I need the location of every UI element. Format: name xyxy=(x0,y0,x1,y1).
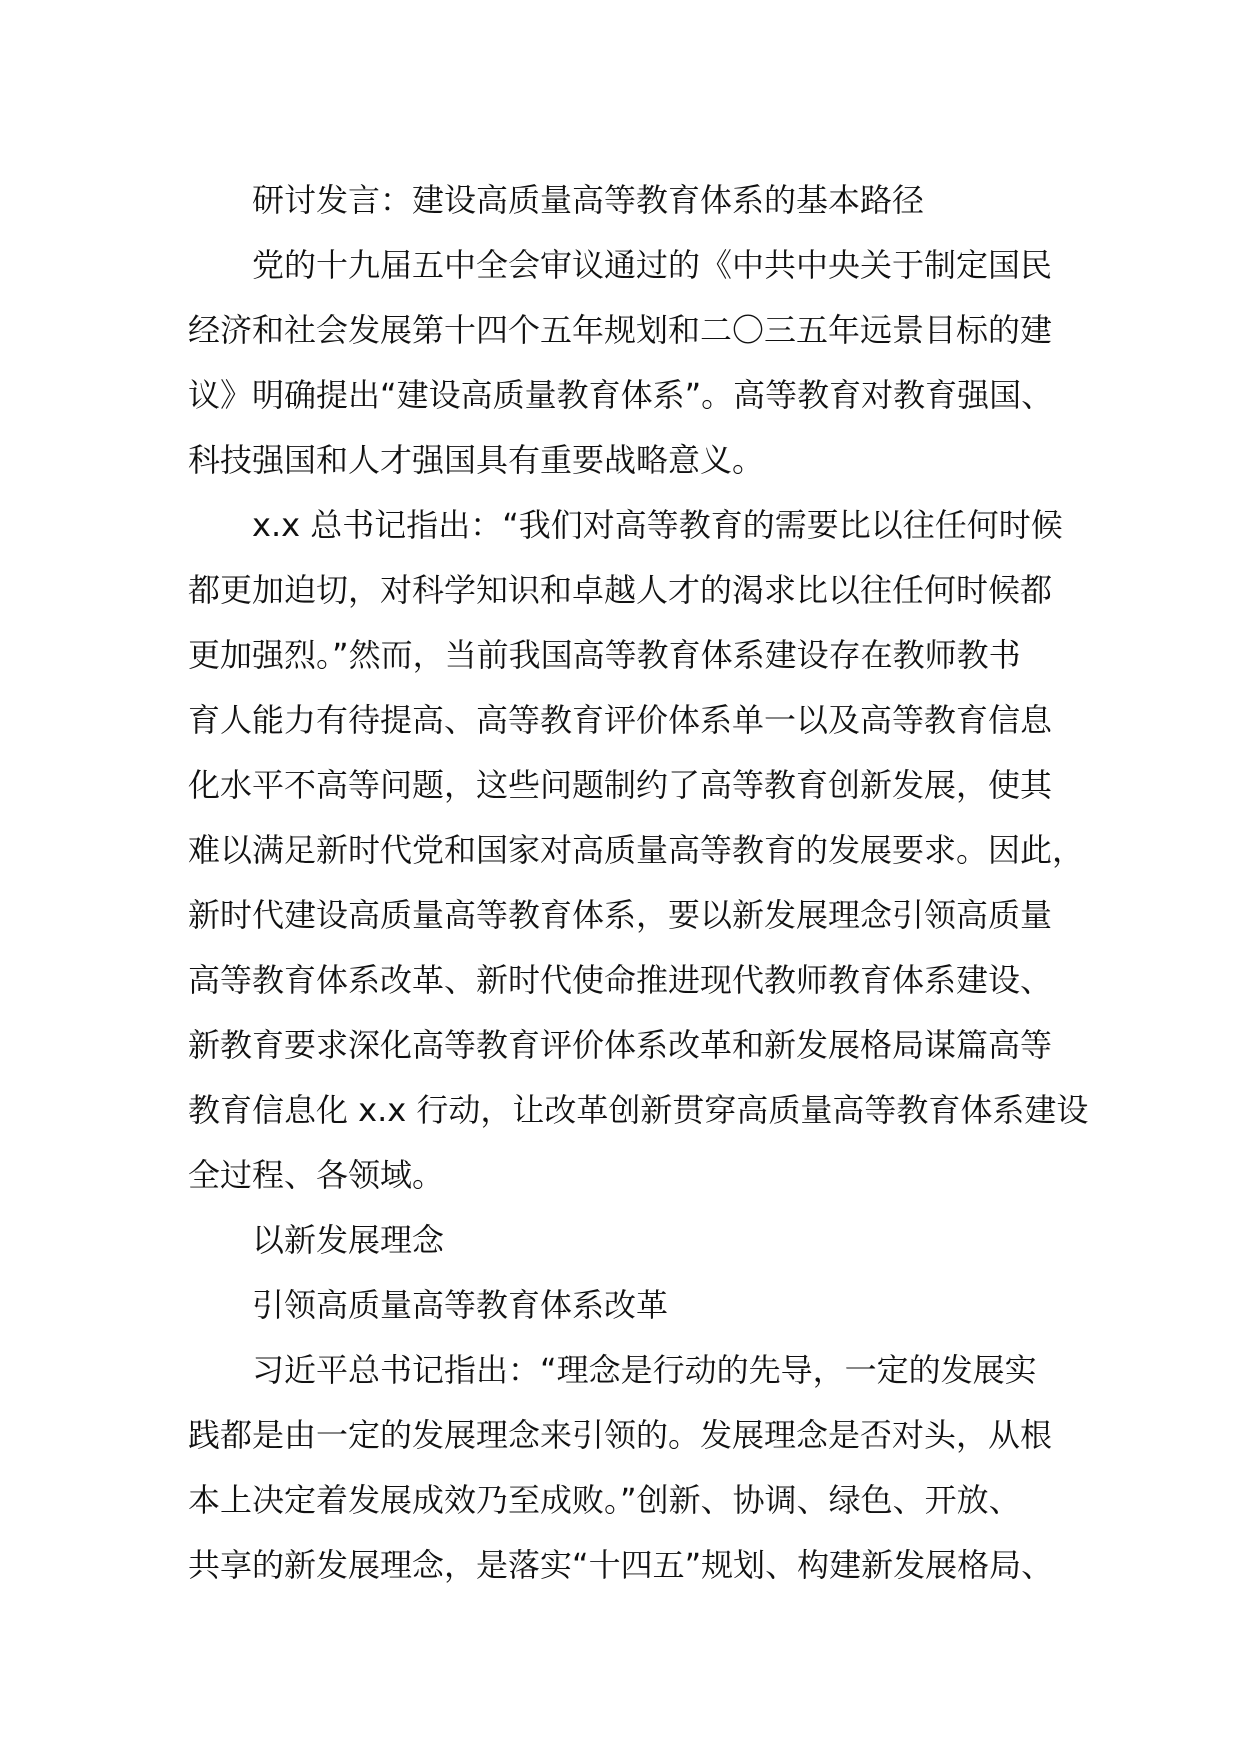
section-heading-line-2: 引领高质量高等教育体系改革 xyxy=(252,1286,669,1324)
paragraph-2-line-10: 教育信息化 x.x 行动，让改革创新贯穿高质量高等教育体系建设 xyxy=(188,1091,1089,1129)
paragraph-1-line-2: 经济和社会发展第十四个五年规划和二〇三五年远景目标的建 xyxy=(188,311,1053,349)
paragraph-2-line-5: 化水平不高等问题，这些问题制约了高等教育创新发展，使其 xyxy=(188,766,1053,804)
paragraph-2-line-11: 全过程、各领域。 xyxy=(188,1156,445,1194)
paragraph-2-line-4: 育人能力有待提高、高等教育评价体系单一以及高等教育信息 xyxy=(188,701,1053,739)
paragraph-3-line-2: 践都是由一定的发展理念来引领的。发展理念是否对头，从根 xyxy=(188,1416,1053,1454)
paragraph-3-line-3: 本上决定着发展成效乃至成败。”创新、协调、绿色、开放、 xyxy=(188,1481,1021,1519)
paragraph-1-line-4: 科技强国和人才强国具有重要战略意义。 xyxy=(188,441,765,479)
document-title: 研讨发言：建设高质量高等教育体系的基本路径 xyxy=(252,181,925,219)
paragraph-2-line-7: 新时代建设高质量高等教育体系，要以新发展理念引领高质量 xyxy=(188,896,1053,934)
paragraph-2-line-3: 更加强烈。”然而，当前我国高等教育体系建设存在教师教书 xyxy=(188,636,1021,674)
paragraph-2-line-6: 难以满足新时代党和国家对高质量高等教育的发展要求。因此， xyxy=(188,831,1085,869)
paragraph-3-line-4: 共享的新发展理念，是落实“十四五”规划、构建新发展格局、 xyxy=(188,1546,1054,1584)
paragraph-2-line-2: 都更加迫切，对科学知识和卓越人才的渴求比以往任何时候都 xyxy=(188,571,1053,609)
section-heading-line-1: 以新发展理念 xyxy=(252,1221,445,1259)
paragraph-2-line-9: 新教育要求深化高等教育评价体系改革和新发展格局谋篇高等 xyxy=(188,1026,1053,1064)
paragraph-2-line-8: 高等教育体系改革、新时代使命推进现代教师教育体系建设、 xyxy=(188,961,1053,999)
document-body xyxy=(188,168,1089,1598)
paragraph-3-line-1: 习近平总书记指出：“理念是行动的先导，一定的发展实 xyxy=(252,1351,1037,1389)
paragraph-2-line-1: x.x 总书记指出：“我们对高等教育的需要比以往任何时候 xyxy=(252,506,1063,544)
paragraph-1-line-1: 党的十九届五中全会审议通过的《中共中央关于制定国民 xyxy=(252,246,1053,284)
paragraph-1-line-3: 议》明确提出“建设高质量教育体系”。高等教育对教育强国、 xyxy=(188,376,1054,414)
